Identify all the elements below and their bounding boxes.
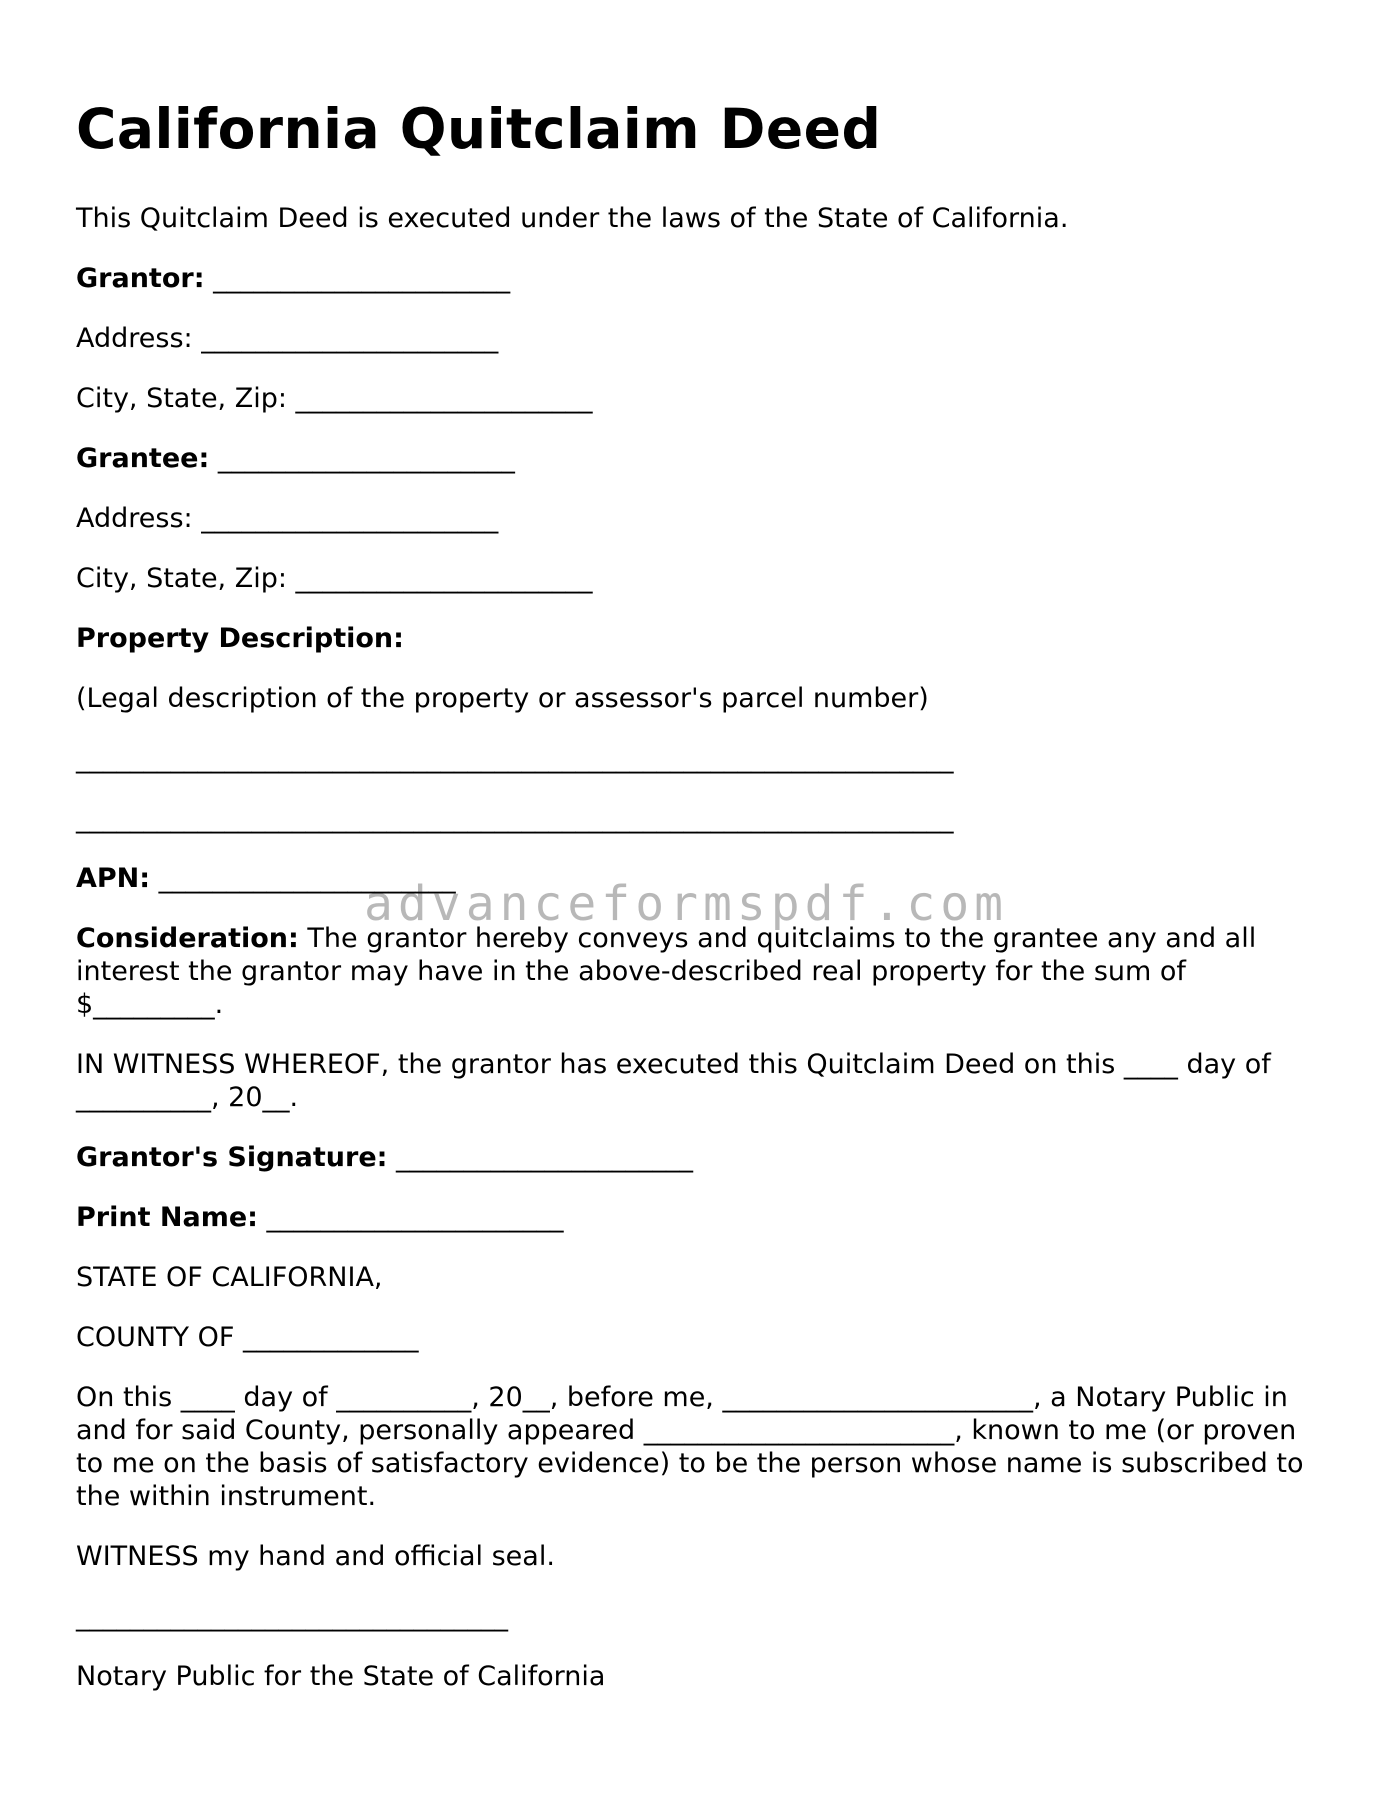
grantee-city-state-zip-field: City, State, Zip: ______________________ [76, 563, 593, 594]
grantor-label: Grantor: [76, 263, 205, 294]
grantor-blank: ______________________ [204, 263, 511, 294]
notary-signature-line: ________________________________ [76, 1601, 508, 1632]
notary-footer: Notary Public for the State of California [76, 1661, 606, 1692]
consideration-text: The grantor hereby conveys and quitclaims to the grantee any and all interest the grantor may have in the above-described real property for the sum of $_________. [76, 923, 1257, 1020]
document-title: California Quitclaim Deed [76, 97, 882, 161]
watermark-text: advanceformspdf.com [364, 876, 1009, 932]
apn-blank: ______________________ [150, 863, 456, 894]
grantor-field [76, 262, 1326, 295]
notary-state: STATE OF CALIFORNIA, [76, 1262, 383, 1293]
grantor-signature-blank: ______________________ [387, 1142, 694, 1173]
intro-text: This Quitclaim Deed is executed under the laws of the State of California. [76, 203, 1069, 234]
consideration-paragraph [76, 922, 1326, 1021]
grantor-signature-label: Grantor's Signature: [76, 1142, 388, 1173]
grantor-signature-field [76, 1141, 1326, 1174]
grantee-blank: ______________________ [209, 443, 515, 474]
notary-county: COUNTY OF _____________ [76, 1322, 419, 1353]
consideration-label: Consideration: [76, 923, 299, 954]
print-name-label: Print Name: [76, 1202, 258, 1233]
witness-clause: IN WITNESS WHEREOF, the grantor has executed this Quitclaim Deed on this ____ day of __________, 20__. [76, 1049, 1271, 1113]
property-description-line-1: _________________________________________________________________ [76, 743, 954, 774]
apn-label: APN: [76, 863, 151, 894]
notary-witness-seal: WITNESS my hand and official seal. [76, 1541, 555, 1572]
notary-acknowledgment: On this ____ day of __________, 20__, before me, _______________________, a Notary Public in and for said County, personally appeared _______________________, known to me (or proven to me on the basis of satisfactory evidence) to be the person whose name is subscribed to the within instrument. [76, 1382, 1304, 1512]
grantee-address-field: Address: ______________________ [76, 503, 499, 534]
grantee-field [76, 442, 1326, 475]
property-description-line-2: _________________________________________________________________ [76, 803, 954, 834]
grantor-city-state-zip-field: City, State, Zip: ______________________ [76, 383, 593, 414]
grantee-label: Grantee: [76, 443, 210, 474]
print-name-blank: ______________________ [257, 1202, 564, 1233]
property-description-heading: Property Description: [76, 623, 404, 654]
grantor-address-field: Address: ______________________ [76, 323, 499, 354]
property-description-hint: (Legal description of the property or assessor's parcel number) [76, 683, 929, 714]
apn-field [76, 862, 1326, 895]
print-name-field [76, 1201, 1326, 1234]
document-page [76, 96, 1326, 1720]
